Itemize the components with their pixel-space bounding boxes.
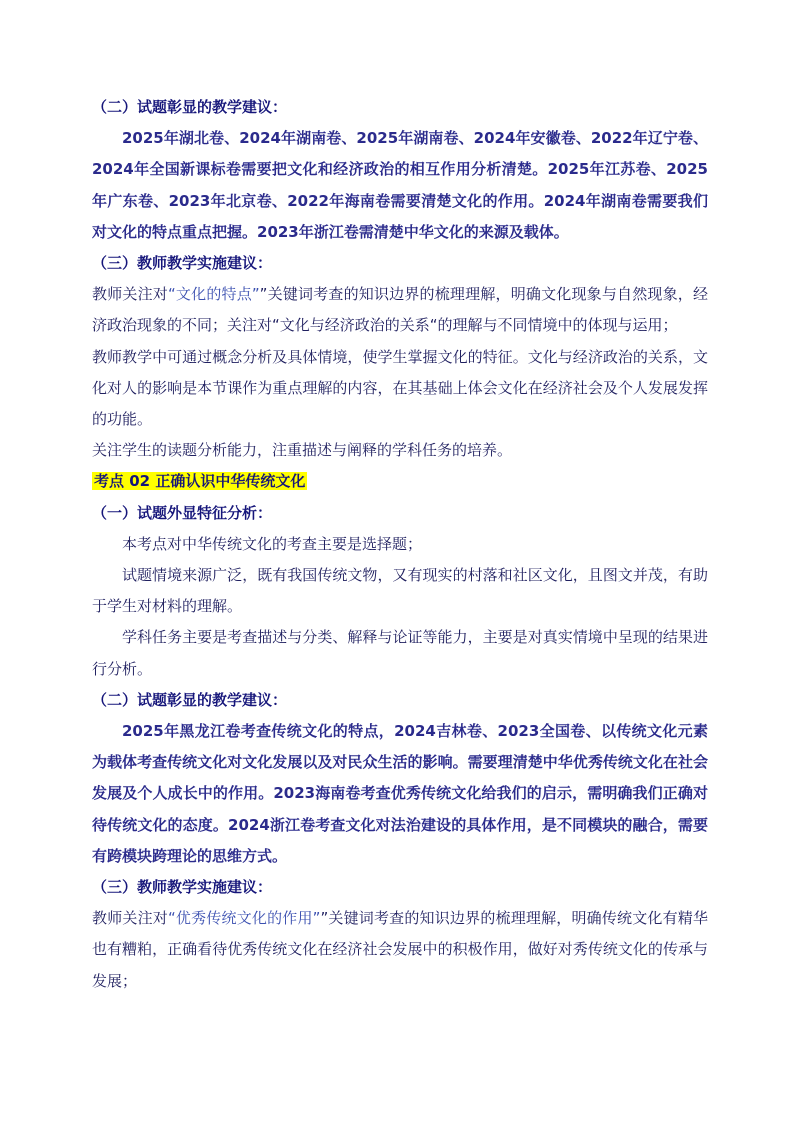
keyword-tradition-role: “优秀传统文化的作用”	[167, 909, 321, 928]
section-heading-implementation: （三）教师教学实施建议：	[92, 254, 273, 273]
exam-point-heading	[92, 466, 708, 497]
teaching-advice-paragraph: 2025年湖北卷、2024年湖南卷、2025年湖南卷、2024年安徽卷、2022年辽宁卷、2024年全国新课标卷需要把文化和经济政治的相互作用分析清楚。2025年江苏卷、2025年广东卷、2023年北京卷、2022年海南卷需要清楚文化的作用。2024年湖南卷需要我们对文化的特点重点把握。2023年浙江卷需清楚中华文化的来源及载体。	[92, 129, 708, 241]
exam-point-highlight: 考点 02 正确认识中华传统文化	[94, 472, 306, 491]
implementation-paragraph-4	[92, 903, 708, 997]
section-heading-implementation-2: （三）教师教学实施建议：	[92, 878, 273, 897]
implementation-paragraph-2: 教师教学中可通过概念分析及具体情境，使学生掌握文化的特征。文化与经济政治的关系，文化对人的影响是本节课作为重点理解的内容，在其基础上体会文化在经济社会及个人发展发挥的功能。	[92, 347, 708, 429]
implementation-prefix: 教师关注对	[92, 285, 168, 304]
implementation-paragraph-1	[92, 279, 708, 341]
section-heading-teaching-advice-2: （二）试题彰显的教学建议：	[92, 690, 288, 709]
implementation-suffix-2: ”关键词考查的知识边界的梳理理解，明确传统文化有精华也有糟粕，正确看待优秀传统文化在经济社会发展中的积极作用，做好对秀传统文化的传承与发展；	[92, 909, 708, 990]
section-heading-features: （一）试题外显特征分析：	[92, 503, 273, 522]
implementation-paragraph-3: 关注学生的读题分析能力，注重描述与阐释的学科任务的培养。	[92, 441, 513, 460]
keyword-culture-features: “文化的特点”	[167, 285, 260, 304]
document-page	[92, 92, 708, 997]
features-paragraph-1: 本考点对中华传统文化的考查主要是选择题；	[122, 534, 423, 553]
features-paragraph-3: 学科任务主要是考查描述与分类、解释与论证等能力，主要是对真实情境中呈现的结果进行分析。	[92, 628, 708, 678]
section-heading-teaching-advice: （二）试题彰显的教学建议：	[92, 98, 288, 116]
teaching-advice-paragraph-2: 2025年黑龙江卷考查传统文化的特点，2024吉林卷、2023全国卷、以传统文化元素为载体考查传统文化对文化发展以及对民众生活的影响。需要理清楚中华优秀传统文化在社会发展及个人成长中的作用。2023海南卷考查优秀传统文化给我们的启示，需明确我们正确对待传统文化的态度。2024浙江卷考查文化对法治建设的具体作用，是不同模块的融合，需要有跨模块跨理论的思维方式。	[92, 722, 708, 865]
implementation-prefix-2: 教师关注对	[92, 909, 168, 928]
implementation-suffix: ”关键词考查的知识边界的梳理理解，明确文化现象与自然现象，经济政治现象的不同；关注对“文化与经济政治的关系“的理解与不同情境中的体现与运用；	[92, 285, 708, 335]
features-paragraph-2: 试题情境来源广泛，既有我国传统文物，又有现实的村落和社区文化，且图文并茂，有助于学生对材料的理解。	[92, 566, 708, 616]
